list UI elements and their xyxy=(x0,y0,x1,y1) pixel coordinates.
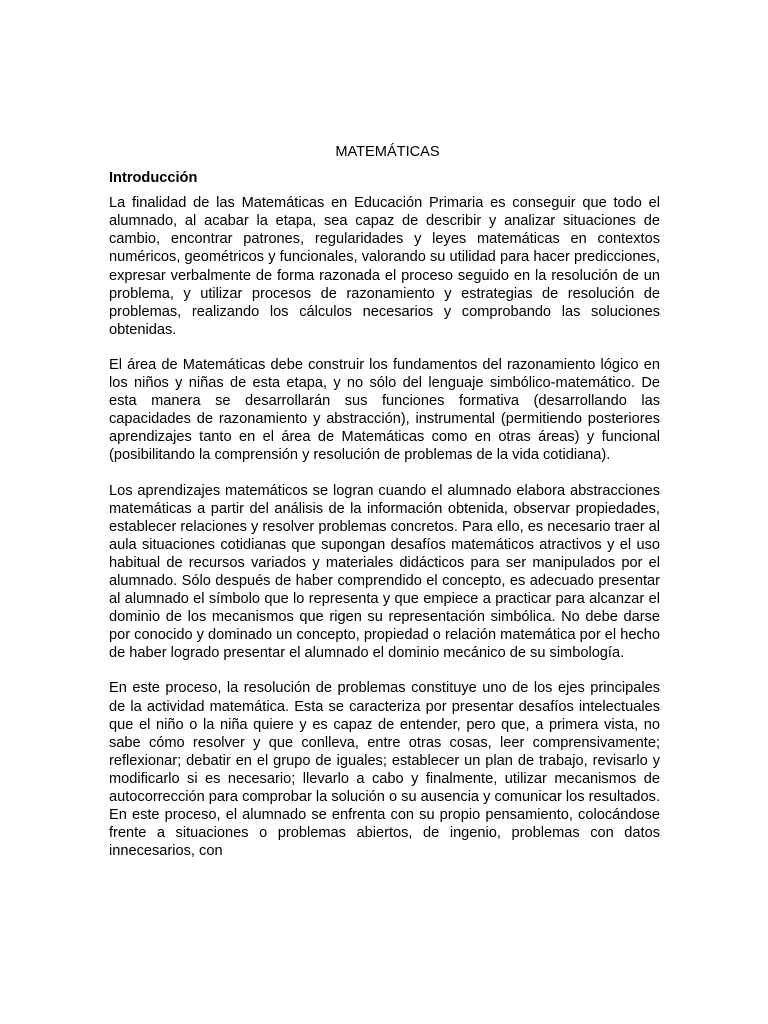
paragraph-3: Los aprendizajes matemáticos se logran cuando el alumnado elabora abstracciones matemáticas a partir del análisis de la información obtenida, observar propiedades, establecer relaciones y resolver problemas concretos. Para ello, es necesario traer al aula situaciones cotidianas que supongan desafíos matemáticos atractivos y el uso habitual de recursos variados y materiales didácticos para ser manipulados por el alumnado. Sólo después de haber comprendido el concepto, es adecuado presentar al alumnado el símbolo que lo representa y que empiece a practicar para alcanzar el dominio de los mecanismos que rigen su representación simbólica. No debe darse por conocido y dominado un concepto, propiedad o relación matemática por el hecho de haber logrado presentar el alumnado el dominio mecánico de su simbología. xyxy=(109,482,660,662)
paragraph-1: La finalidad de las Matemáticas en Educación Primaria es conseguir que todo el alumnado, al acabar la etapa, sea capaz de describir y analizar situaciones de cambio, encontrar patrones, regularidades y leyes matemáticas en contextos numéricos, geométricos y funcionales, valorando su utilidad para hacer predicciones, expresar verbalmente de forma razonada el proceso seguido en la resolución de un problema, y utilizar procesos de razonamiento y estrategias de resolución de problemas, realizando los cálculos necesarios y comprobando las soluciones obtenidas. xyxy=(109,195,660,338)
section-heading: Introducción xyxy=(109,170,198,187)
paragraph-2: El área de Matemáticas debe construir los fundamentos del razonamiento lógico en los niños y niñas de esta etapa, y no sólo del lenguaje simbólico-matemático. De esta manera se desarrollarán sus funciones formativa (desarrollando las capacidades de razonamiento y abstracción), instrumental (permitiendo posteriores aprendizajes tanto en el área de Matemáticas como en otras áreas) y funcional (posibilitando la comprensión y resolución de problemas de la vida cotidiana). xyxy=(109,356,660,464)
paragraph-4: En este proceso, la resolución de problemas constituye uno de los ejes principales de la actividad matemática. Esta se caracteriza por presentar desafíos intelectuales que el niño o la niña quiere y es capaz de entender, pero que, a primera vista, no sabe cómo resolver y que conlleva, entre otras cosas, leer comprensivamente; reflexionar; debatir en el grupo de iguales; establecer un plan de trabajo, revisarlo y modificarlo si es necesario; llevarlo a cabo y finalmente, utilizar mecanismos de autocorrección para comprobar la solución o su ausencia y comunicar los resultados. En este proceso, el alumnado se enfrenta con su propio pensamiento, colocándose frente a situaciones o problemas abiertos, de ingenio, problemas con datos innecesarios, con xyxy=(109,680,660,860)
document-title: MATEMÁTICAS xyxy=(335,144,440,160)
